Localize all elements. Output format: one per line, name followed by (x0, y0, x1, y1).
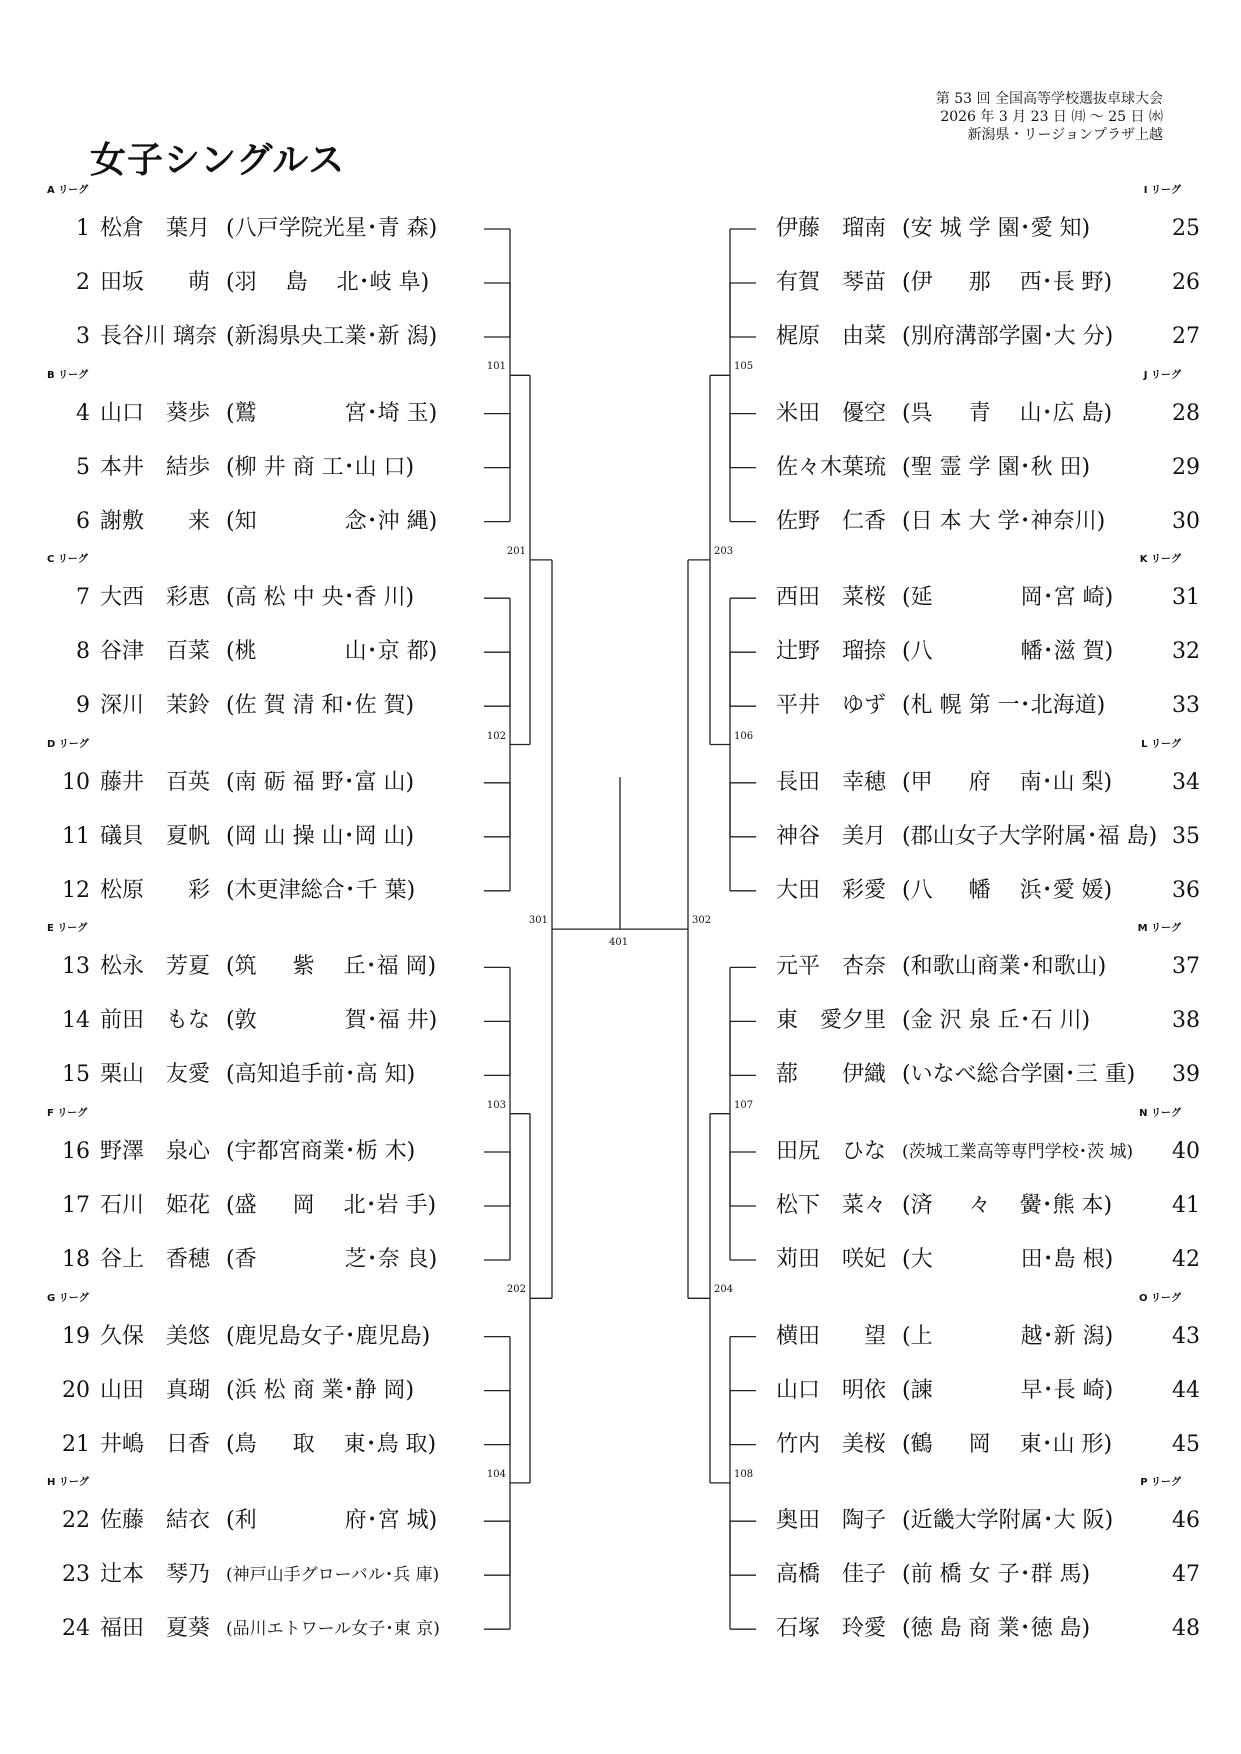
seed-number: 11 (62, 823, 90, 849)
player-school: (呉 青 山･広 島) (902, 400, 1113, 426)
player-name: 栗山 友愛 (100, 1062, 211, 1088)
player-school: (桃 山･京 都) (226, 639, 438, 665)
league-label: H リーグ (47, 1477, 89, 1489)
player-school: (岡 山 操 山･岡 山) (226, 823, 415, 849)
player-name: 米田 優空 (776, 400, 887, 426)
player-school: (神戸山手グローバル･兵 庫) (226, 1565, 440, 1586)
seed-number: 25 (1172, 216, 1200, 241)
seed-number: 37 (1172, 954, 1200, 980)
player-school: (伊 那 西･長 野) (902, 270, 1113, 295)
league-label: A リーグ (47, 185, 89, 196)
seed-number: 45 (1172, 1431, 1200, 1457)
league-label: M リーグ (1137, 923, 1181, 935)
seed-number: 34 (1172, 769, 1200, 795)
player-school: (浜 松 商 業･静 岡) (226, 1377, 415, 1403)
match-number: 204 (714, 1284, 734, 1296)
player-school: (茨城工業高等専門学校･茨 城) (902, 1142, 1134, 1162)
seed-number: 1 (76, 216, 90, 241)
player-school: (知 念･沖 縄) (226, 508, 438, 534)
player-name: 福田 夏葵 (100, 1616, 211, 1642)
player-name: 井嶋 日香 (100, 1431, 211, 1457)
seed-number: 14 (62, 1008, 90, 1034)
player-school: (八戸学院光星･青 森) (226, 216, 438, 241)
seed-number: 46 (1172, 1508, 1200, 1534)
player-name: 山田 真瑚 (100, 1377, 211, 1403)
player-school: (八 幡 浜･愛 媛) (902, 877, 1113, 903)
player-school: (延 岡･宮 崎) (902, 585, 1114, 611)
player-school: (和歌山商業･和歌山) (902, 954, 1107, 980)
seed-number: 29 (1172, 454, 1200, 480)
player-name: 礒貝 夏帆 (100, 823, 211, 849)
player-name: 田尻 ひな (776, 1139, 887, 1164)
player-school: (柳 井 商 工･山 口) (226, 454, 415, 480)
player-name: 西田 菜桜 (776, 585, 887, 611)
player-name: 平井 ゆず (776, 693, 887, 719)
league-label: F リーグ (47, 1108, 88, 1119)
player-school: (徳 島 商 業･徳 島) (902, 1616, 1091, 1642)
player-school: (大 田･島 根) (902, 1247, 1114, 1272)
player-name: 元平 杏奈 (776, 954, 887, 980)
player-name: 松原 彩 (100, 877, 211, 903)
player-name: 谷津 百菜 (100, 639, 211, 665)
seed-number: 32 (1172, 639, 1200, 665)
player-school: (前 橋 女 子･群 馬) (902, 1562, 1091, 1588)
player-name: 東 愛夕里 (776, 1008, 887, 1034)
seed-number: 33 (1172, 693, 1200, 719)
player-name: 長田 幸穂 (776, 769, 887, 795)
seed-number: 15 (62, 1062, 90, 1088)
seed-number: 9 (76, 693, 90, 719)
match-number: 104 (486, 1468, 506, 1480)
player-school: (盛 岡 北･岩 手) (226, 1193, 437, 1218)
seed-number: 19 (62, 1323, 90, 1349)
event-venue: 新潟県・リージョンプラザ上越 (967, 127, 1163, 143)
player-name: 奥田 陶子 (776, 1508, 887, 1534)
player-school: (金 沢 泉 丘･石 川) (902, 1008, 1091, 1034)
player-school: (八 幡･滋 賀) (902, 639, 1114, 665)
player-name: 藤井 百英 (100, 769, 211, 795)
player-school: (諫 早･長 崎) (902, 1377, 1114, 1403)
player-name: 佐々木葉琉 (776, 454, 887, 480)
league-label: L リーグ (1141, 738, 1181, 750)
league-label: E リーグ (47, 923, 88, 935)
seed-number: 23 (62, 1562, 90, 1588)
seed-number: 44 (1172, 1377, 1200, 1403)
player-school: (鹿児島女子･鹿児島) (226, 1323, 431, 1349)
player-school: (済 々 黌･熊 本) (902, 1193, 1113, 1218)
player-name: 大田 彩愛 (776, 877, 887, 903)
match-number: 202 (506, 1284, 526, 1296)
seed-number: 40 (1172, 1139, 1200, 1164)
match-number: 106 (734, 730, 754, 742)
seed-number: 12 (62, 877, 90, 903)
player-name: 伊藤 瑠南 (776, 216, 887, 241)
seed-number: 8 (76, 639, 90, 665)
player-school: (敦 賀･福 井) (226, 1008, 438, 1034)
player-name: 松下 菜々 (776, 1193, 887, 1218)
seed-number: 30 (1172, 508, 1200, 534)
player-name: 野澤 泉心 (100, 1139, 211, 1164)
player-name: 佐野 仁香 (776, 508, 887, 534)
player-school: (木更津総合･千 葉) (226, 877, 416, 903)
player-name: 松倉 葉月 (100, 216, 211, 241)
player-name: 佐藤 結衣 (100, 1508, 211, 1534)
event-dates: 2026 年 3 月 23 日 ㈪ ～ 25 日 ㈬ (940, 109, 1163, 125)
league-label: B リーグ (47, 369, 89, 381)
seed-number: 42 (1172, 1247, 1200, 1272)
player-name: 有賀 琴苗 (776, 270, 887, 295)
seed-number: 48 (1172, 1616, 1200, 1642)
league-label: K リーグ (1139, 554, 1181, 566)
seed-number: 27 (1172, 324, 1200, 349)
player-name: 辻本 琴乃 (100, 1562, 211, 1588)
player-name: 松永 芳夏 (100, 954, 211, 980)
player-school: (品川エトワール女子･東 京) (226, 1619, 440, 1640)
seed-number: 13 (62, 954, 90, 980)
seed-number: 2 (76, 270, 90, 295)
match-number: 302 (692, 915, 712, 927)
player-name: 横田 望 (776, 1323, 887, 1349)
seed-number: 18 (62, 1247, 90, 1272)
player-school: (羽 島 北･岐 阜) (226, 270, 430, 295)
league-label: P リーグ (1140, 1477, 1181, 1489)
league-label: J リーグ (1143, 369, 1181, 381)
player-school: (上 越･新 潟) (902, 1323, 1114, 1349)
player-school: (安 城 学 園･愛 知) (902, 216, 1091, 241)
player-name: 深川 茉鈴 (100, 693, 211, 719)
seed-number: 17 (62, 1193, 90, 1218)
player-school: (筑 紫 丘･福 岡) (226, 954, 437, 980)
seed-number: 35 (1172, 823, 1200, 849)
page-title: 女子シングルス (90, 140, 346, 181)
player-name: 大西 彩恵 (100, 585, 211, 611)
match-number: 101 (486, 361, 506, 373)
player-school: (郡山女子大学附属･福 島) (902, 823, 1158, 849)
player-school: (佐 賀 清 和･佐 賀) (226, 693, 415, 719)
player-name: 久保 美悠 (100, 1323, 211, 1349)
player-name: 梶原 由菜 (776, 324, 887, 349)
seed-number: 22 (62, 1508, 90, 1534)
match-number: 203 (714, 545, 734, 557)
league-label: N リーグ (1139, 1108, 1181, 1119)
seed-number: 16 (62, 1139, 90, 1164)
player-name: 高橋 佳子 (776, 1562, 887, 1588)
player-school: (札 幌 第 一･北海道) (902, 693, 1106, 719)
player-name: 竹内 美桜 (776, 1431, 887, 1457)
player-name: 神谷 美月 (776, 823, 887, 849)
player-name: 蔀 伊織 (776, 1062, 887, 1088)
seed-number: 47 (1172, 1562, 1200, 1588)
player-school: (別府溝部学園･大 分) (902, 324, 1114, 349)
player-name: 本井 結歩 (100, 454, 211, 480)
player-school: (高 松 中 央･香 川) (226, 585, 415, 611)
match-number: 201 (506, 545, 526, 557)
league-label: I リーグ (1143, 185, 1181, 196)
player-name: 石塚 玲愛 (776, 1616, 887, 1642)
player-name: 苅田 咲妃 (776, 1247, 887, 1272)
player-name: 山口 明依 (776, 1377, 887, 1403)
player-name: 田坂 萌 (100, 270, 211, 295)
seed-number: 39 (1172, 1062, 1200, 1088)
league-label: O リーグ (1139, 1292, 1181, 1304)
player-name: 長谷川 璃奈 (100, 324, 217, 349)
event-name: 第 53 回 全国高等学校選抜卓球大会 (935, 91, 1163, 107)
player-name: 前田 もな (100, 1008, 211, 1034)
player-name: 辻野 瑠捺 (776, 639, 887, 665)
player-school: (近畿大学附属･大 阪) (902, 1508, 1114, 1534)
seed-number: 41 (1172, 1193, 1200, 1218)
seed-number: 38 (1172, 1008, 1200, 1034)
seed-number: 21 (62, 1431, 90, 1457)
player-school: (日 本 大 学･神奈川) (902, 508, 1106, 534)
player-school: (聖 霊 学 園･秋 田) (902, 454, 1091, 480)
seed-number: 20 (62, 1377, 90, 1403)
player-school: (甲 府 南･山 梨) (902, 769, 1113, 795)
player-school: (南 砺 福 野･富 山) (226, 769, 415, 795)
match-number: 107 (734, 1099, 754, 1111)
player-school: (香 芝･奈 良) (226, 1247, 438, 1272)
match-number: 108 (734, 1468, 754, 1480)
seed-number: 5 (76, 454, 90, 480)
seed-number: 26 (1172, 270, 1200, 295)
league-label: D リーグ (47, 738, 89, 750)
player-school: (宇都宮商業･栃 木) (226, 1139, 416, 1164)
seed-number: 3 (76, 324, 90, 349)
match-number: 102 (486, 730, 506, 742)
player-school: (鳥 取 東･鳥 取) (226, 1431, 437, 1457)
player-name: 谷上 香穂 (100, 1247, 211, 1272)
match-number: 105 (734, 361, 754, 373)
seed-number: 43 (1172, 1323, 1200, 1349)
league-label: G リーグ (47, 1292, 89, 1304)
match-number: 103 (486, 1099, 506, 1111)
player-school: (いなべ総合学園･三 重) (902, 1062, 1136, 1088)
player-school: (新潟県央工業･新 潟) (226, 324, 438, 349)
seed-number: 31 (1172, 585, 1200, 611)
player-school: (鷲 宮･埼 玉) (226, 400, 438, 426)
seed-number: 24 (62, 1616, 90, 1642)
player-school: (利 府･宮 城) (226, 1508, 438, 1534)
player-name: 謝敷 来 (100, 508, 211, 534)
player-school: (鶴 岡 東･山 形) (902, 1431, 1113, 1457)
league-label: C リーグ (47, 554, 88, 566)
final-match-number: 401 (609, 937, 629, 949)
seed-number: 6 (76, 508, 90, 534)
player-name: 石川 姫花 (100, 1193, 211, 1218)
player-name: 山口 葵歩 (100, 400, 211, 426)
player-school: (高知追手前･高 知) (226, 1062, 416, 1088)
seed-number: 36 (1172, 877, 1200, 903)
seed-number: 4 (76, 400, 90, 426)
match-number: 301 (528, 915, 548, 927)
seed-number: 28 (1172, 400, 1200, 426)
seed-number: 10 (62, 769, 90, 795)
seed-number: 7 (76, 585, 90, 611)
